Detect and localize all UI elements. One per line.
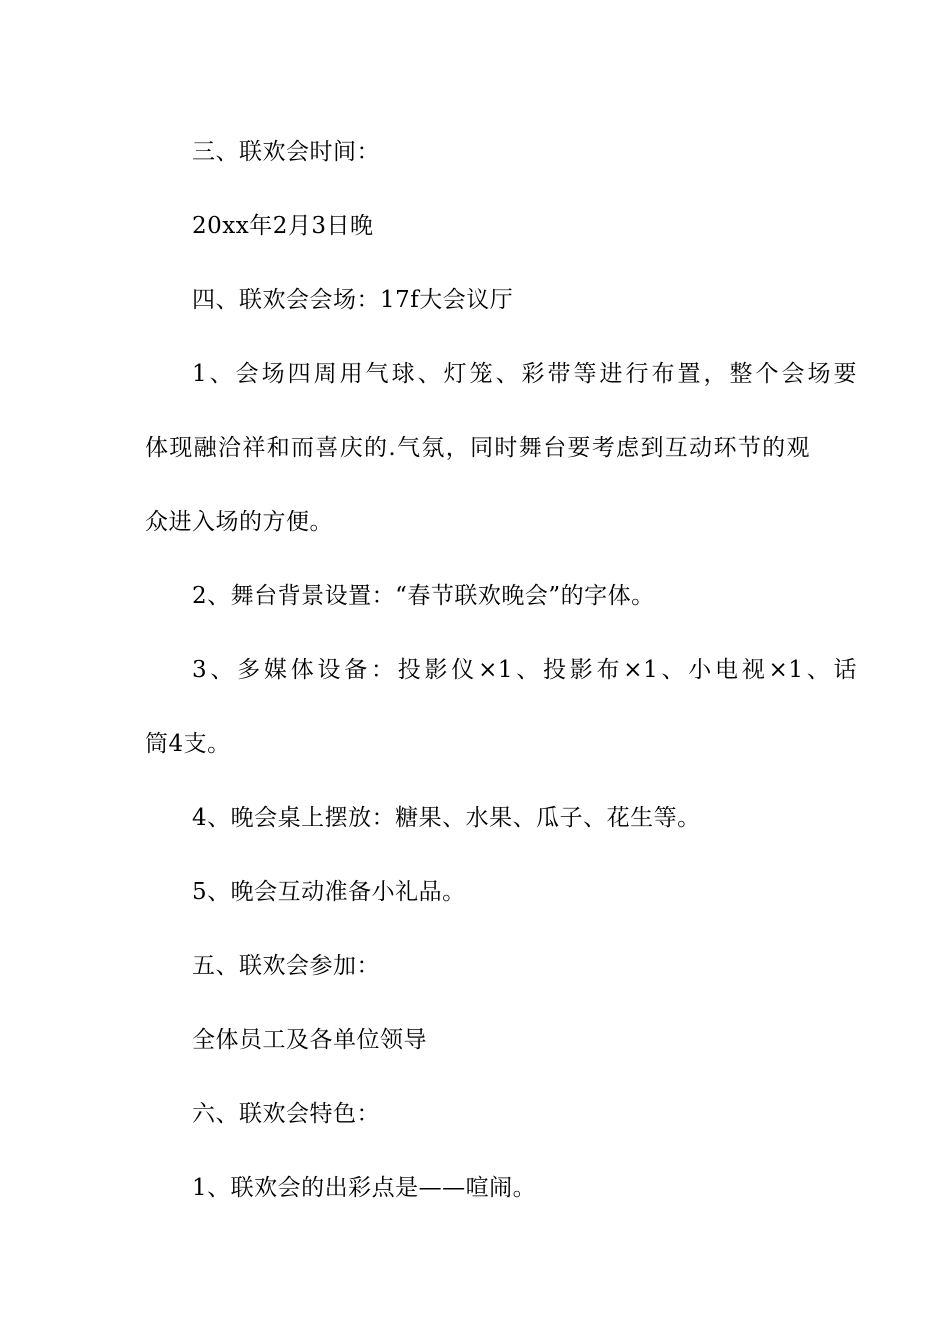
paragraph-line: 5、晚会互动准备小礼品。 [192,879,466,905]
paragraph-line: 众进入场的方便。 [145,509,333,535]
paragraph-line: 3、多媒体设备：投影仪×1、投影布×1、小电视×1、话 [192,657,857,683]
paragraph-line: 4、晚会桌上摆放：糖果、水果、瓜子、花生等。 [192,805,701,831]
paragraph-line: 筒4支。 [145,731,231,757]
paragraph-line: 1、联欢会的出彩点是——喧闹。 [192,1175,537,1201]
paragraph-line: 2、舞台背景设置：“春节联欢晚会”的字体。 [192,583,655,609]
section-heading-venue: 四、联欢会会场：17f大会议厅 [192,287,514,313]
section-heading-features: 六、联欢会特色： [192,1101,380,1127]
participants-text: 全体员工及各单位领导 [192,1027,427,1053]
paragraph-line: 1、会场四周用气球、灯笼、彩带等进行布置，整个会场要 [192,361,857,387]
event-date: 20xx年2月3日晚 [192,213,374,239]
section-heading-time: 三、联欢会时间： [192,139,380,165]
section-heading-participants: 五、联欢会参加： [192,953,380,979]
paragraph-line: 体现融洽祥和而喜庆的.气氛，同时舞台要考虑到互动环节的观 [145,435,810,461]
